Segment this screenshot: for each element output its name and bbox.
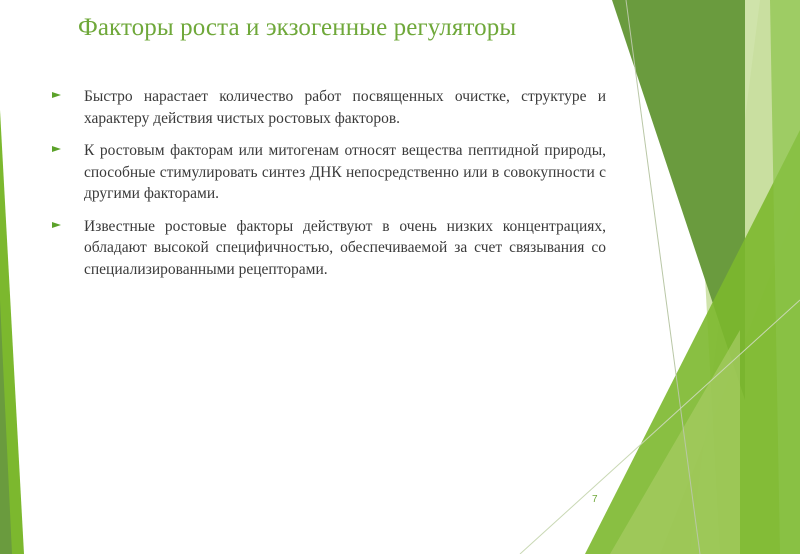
bullet-arrow-icon	[52, 92, 61, 98]
slide-title: Факторы роста и экзогенные регуляторы	[78, 14, 517, 41]
bullet-item	[48, 140, 606, 205]
page-number: 7	[592, 494, 598, 505]
bullet-item	[48, 216, 606, 281]
bullet-text: Известные ростовые факторы действуют в очень низких концентрациях, обладают высокой специфичностью, обеспечиваемой за счет связывания со специализированными рецепторами.	[84, 217, 606, 278]
bullet-text: К ростовым факторам или митогенам относят вещества пептидной природы, способные стимулировать синтез ДНК непосредственно или в совокупности с другими факторами.	[84, 142, 606, 202]
bullet-text: Быстро нарастает количество работ посвященных очистке, структуре и характеру действия чистых ростовых факторов.	[84, 88, 606, 127]
bullet-item	[48, 86, 606, 129]
bullet-arrow-icon	[52, 146, 61, 152]
bullet-list	[48, 86, 606, 291]
bullet-arrow-icon	[52, 222, 61, 228]
